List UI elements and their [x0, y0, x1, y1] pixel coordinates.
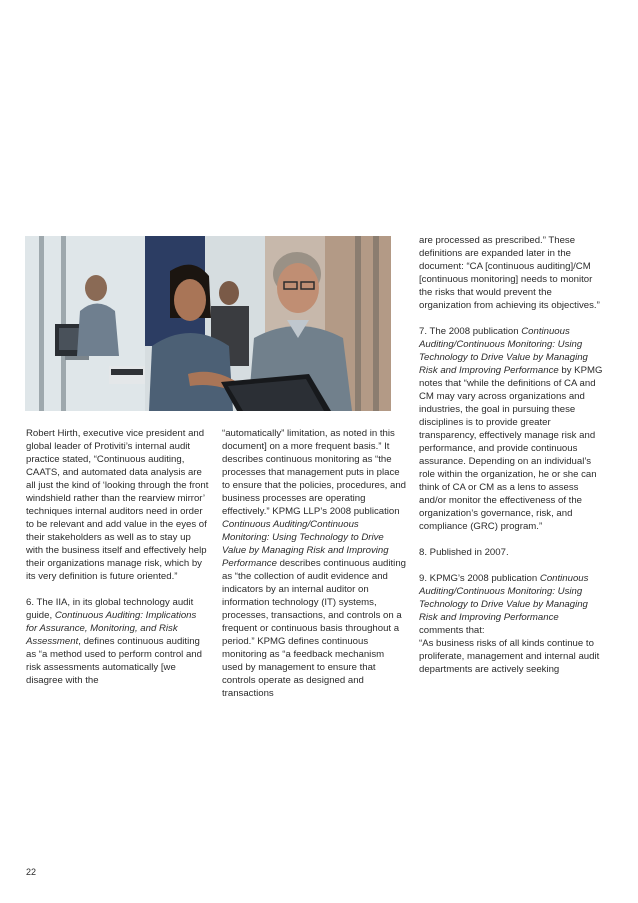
note-8: 8. Published in 2007.: [419, 547, 509, 558]
note-7-text-b: by KPMG notes that “while the definitions of CA and CM may vary across organizations and industries, the goal in pursuing these disciplines is to provide greater transparency, effectively manage risk and performance, and provide continuous assurance. Depending on an individual’s role within the organization, he or she can think of CA or CM as a lens to assess and/or monitor the effectiveness of the organization’s governance, risk, and compliance (GRC) program.”: [419, 365, 603, 532]
note-9-text-a: 9. KPMG’s 2008 publication: [419, 573, 540, 584]
office-photo-illustration: [25, 236, 391, 411]
note-6-title: Continuous Auditing: Implications for Assurance, Monitoring, and Risk Assessment: [26, 610, 197, 647]
note-6-conclusion: are processed as prescribed.” These definitions are expanded later in the document: “CA [continuous auditing]/CM [continuous monitoring] needs to monitor the risks that would prevent the organization from achieving its objectives.”: [419, 235, 600, 311]
note-7: [419, 325, 603, 533]
note-6: [26, 596, 210, 687]
note-6-continued: [222, 427, 406, 700]
note-9-quote: “As business risks of all kinds continue to proliferate, management and internal audit departments are actively seeking: [419, 638, 600, 675]
note-9: [419, 572, 603, 676]
text-column-3: [419, 234, 603, 676]
note-6-continued-text-b: describes continuous auditing as “the collection of audit evidence and indicators by an internal auditor on information technology (IT) systems, processes, transactions, and controls on a frequent or continuous basis throughout a period.” KPMG defines continuous monitoring as “a feedback mechanism used by management to ensure that controls operate as designed and transactions: [222, 558, 406, 699]
note-6-text-a: 6. The IIA, in its global technology audit guide,: [26, 597, 194, 621]
office-photo: [25, 236, 391, 411]
note-6-text-b: , defines continuous auditing as “a method used to perform control and risk assessments automatically [we disagree with the: [26, 636, 202, 686]
kpmg-publication-title: Continuous Auditing/Continuous Monitoring: Using Technology to Drive Value by Managing Risk and Improving Performance: [222, 519, 389, 569]
text-column-2: [222, 427, 406, 700]
page-number: 22: [26, 867, 37, 877]
note-9-text-b: comments that:: [419, 625, 485, 636]
note-6-continued-text-a: “automatically” limitation, as noted in this document] on a more frequent basis.” It describes continuous monitoring as “the processes that management puts in place to ensure that the policies, procedures, and business processes are operating effectively.” KPMG LLP’s 2008 publication: [222, 428, 406, 517]
note-7-text-a: 7. The 2008 publication: [419, 326, 522, 337]
paragraph-hirth-quote: Robert Hirth, executive vice president and global leader of Protiviti’s internal audit practice stated, “Continuous auditing, CAATS, and automated data analysis are all just the kind of ‘looking through the front windshield rather than the rearview mirror’ techniques internal auditors need in order to be relevant and add value in the eyes of their stakeholders as well as to stay up with the business itself and effectively help their organizations manage risk, which by its very definition is future oriented.”: [26, 428, 209, 582]
note-7-title: Continuous Auditing/Continuous Monitoring: Using Technology to Drive Value by Managing Risk and Improving Performance: [419, 326, 588, 376]
note-9-title: Continuous Auditing/Continuous Monitoring: Using Technology to Drive Value by Managing Risk and Improving Performance: [419, 573, 589, 623]
text-column-1: [26, 427, 210, 687]
